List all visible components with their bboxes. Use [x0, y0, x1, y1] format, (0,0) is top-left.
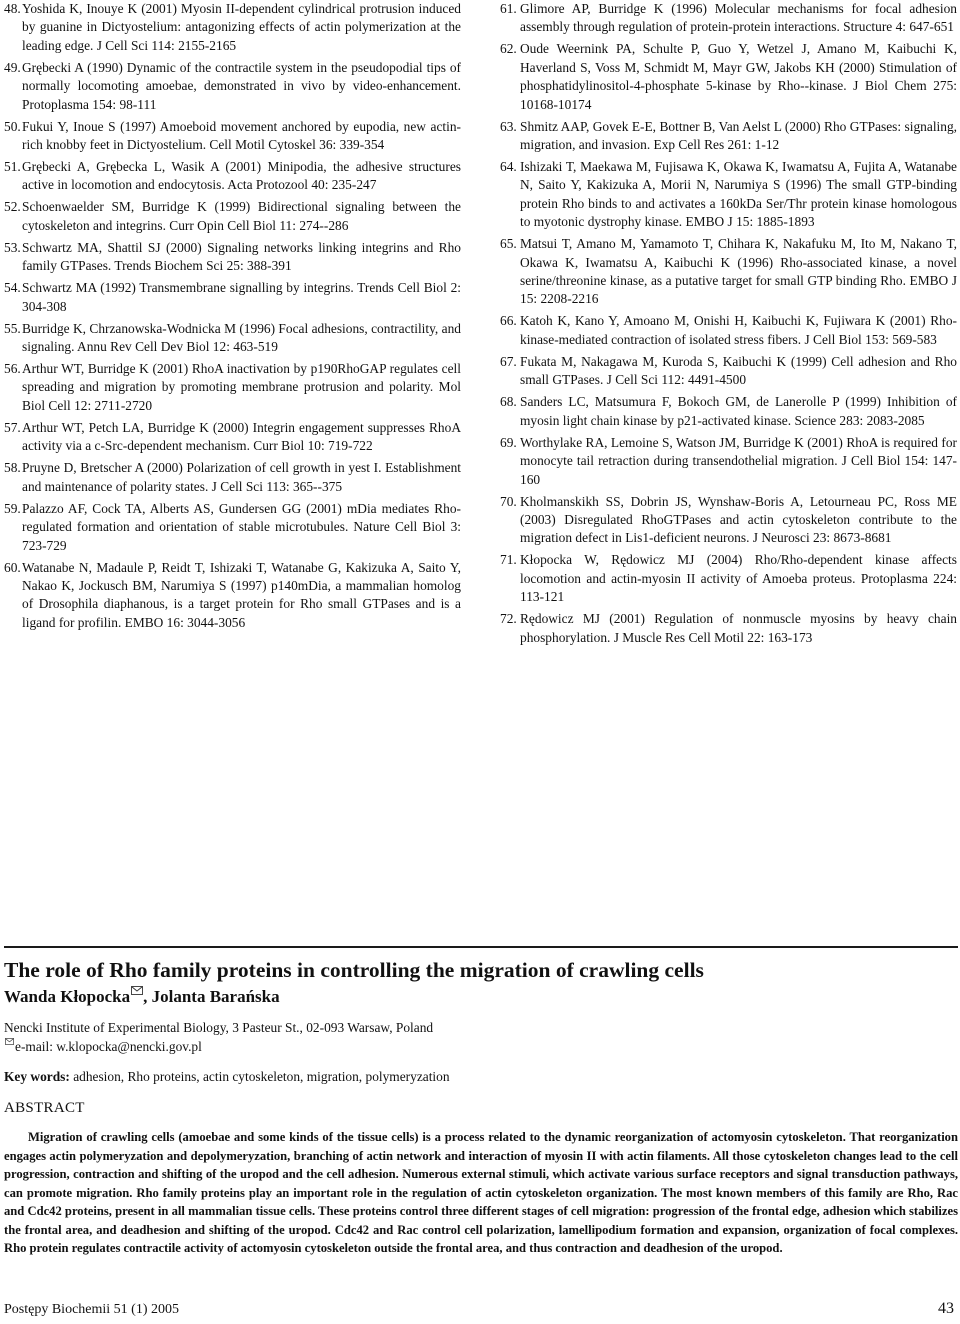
reference-number: 61.: [500, 1, 517, 16]
reference-text: Kłopocka W, Rędowicz MJ (2004) Rho/Rho-dependent kinase affects locomotion and actin-myosin II activity of Amoeba proteus. Protoplasma 224: 113-121: [520, 552, 957, 605]
reference-item: [500, 312, 957, 349]
reference-text: Fukui Y, Inoue S (1997) Amoeboid movement anchored by eupodia, new actin-rich knobby feet in Dictyostelium. Cell Motil Cytoskel 36: 339-354: [22, 118, 461, 153]
reference-number: 54.: [4, 280, 21, 296]
reference-text: Shmitz AAP, Govek E-E, Bottner B, Van Aelst L (2000) Rho GTPases: signaling, migration, and invasion. Exp Cell Res 261: 1-12: [520, 118, 957, 153]
envelope-icon: [131, 986, 143, 995]
reference-text: Grębecki A (1990) Dynamic of the contractile system in the pseudopodial tips of normally locomoting amoebae, demonstrated in vivo by video-enhancement. Protoplasma 154: 98-111: [22, 59, 461, 112]
page-number: 43: [938, 1300, 954, 1317]
references-left-column: [4, 0, 461, 636]
reference-text: Rędowicz MJ (2001) Regulation of nonmuscle myosins by heavy chain phosphorylation. J Muscle Res Cell Motil 22: 163-173: [520, 611, 957, 645]
reference-text: Matsui T, Amano M, Yamamoto T, Chihara K, Nakafuku M, Ito M, Nakano T, Okawa K, Iwamatsu A, Kaibuchi K (1996) Rho-associated kinase, a novel serine/threonine kinase, as a putative target for small GTP binding Rho. EMBO J 15: 2208-2216: [520, 236, 957, 307]
reference-number: 68.: [500, 394, 517, 410]
abstract-text: Migration of crawling cells (amoebae and some kinds of the tissue cells) is a process related to the dynamic reorganization of actomyosin cytoskeleton. That reorganization engages actin polymeryzation and depolymeryzation, branching of actin network and interaction of myosin II with actin filaments. All those cytoskeleton changes lead to the cell progression, contraction and shifting of the uropod and the cell adhesion. Numerous external stimuli, which activate various surface receptors and signal transduction pathways, can promote migration. Rho family proteins play an important role in the regulation of actin cytoskeleton organization. The most known members of this family are Rho, Rac and Cdc42 proteins, present in all mammalian tissue cells. These proteins control three different stages of cell migration: progression of the frontal edge, adhesion which stabilizes the frontal area, and deadhesion and shifting of the uropod. Cdc42 and Rac control cell polarization, lamellipodium formation and expansion, organization of focal complexes. Rho protein regulates contractile activity of actomyosin cytoskeleton outside the frontal area, and thus contraction and deadhesion of the uropod.: [4, 1130, 958, 1255]
reference-text: Burridge K, Chrzanowska-Wodnicka M (1996) Focal adhesions, contractility, and signaling. Annu Rev Cell Dev Biol 12: 463-519: [22, 320, 461, 355]
reference-number: 60.: [4, 559, 21, 575]
reference-number: 71.: [500, 552, 517, 568]
reference-text: Sanders LC, Matsumura F, Bokoch GM, de Lanerolle P (1999) Inhibition of myosin light chain kinase by p21-activated kinase. Science 283: 2083-2085: [520, 394, 957, 428]
reference-text: Grębecki A, Grębecka L, Wasik A (2001) Minipodia, the adhesive structures active in locomotion and endocytosis. Acta Protozool 40: 235-247: [22, 159, 461, 193]
reference-item: [4, 459, 461, 496]
reference-item: [4, 118, 461, 155]
reference-text: Palazzo AF, Cock TA, Alberts AS, Gundersen GG (2001) mDia mediates Rho-regulated formation and orientation of stable microtubules. Nature Cell Biol 3: 723-729: [22, 500, 461, 553]
keywords-label: Key words:: [4, 1069, 70, 1084]
reference-item: [500, 434, 957, 489]
affiliation: Nencki Institute of Experimental Biology, 3 Pasteur St., 02-093 Warsaw, Poland: [4, 1020, 434, 1035]
reference-text: Katoh K, Kano Y, Amoano M, Onishi H, Kaibuchi K, Fujiwara K (2001) Rho-kinase-mediated contraction of isolated stress fibers. J Cell Biol 153: 569-583: [520, 313, 957, 347]
keywords-list: adhesion, Rho proteins, actin cytoskeleton, migration, polymeryzation: [69, 1069, 450, 1084]
reference-item: [4, 419, 461, 456]
reference-text: Fukata M, Nakagawa M, Kuroda S, Kaibuchi K (1999) Cell adhesion and Rho small GTPases. J Cell Sci 112: 4491-4500: [520, 353, 957, 388]
reference-item: [4, 59, 461, 114]
reference-item: [500, 610, 957, 647]
reference-number: 50.: [4, 118, 21, 134]
reference-text: Kholmanskikh SS, Dobrin JS, Wynshaw-Boris A, Letourneau PC, Ross ME (2003) Disregulated RhoGTPases and actin cytoskeleton contribute to the migration defect in Lis1-deficient neurons. J Neurosci 23: 8673-8681: [520, 493, 957, 546]
author-name: Wanda Kłopocka: [4, 987, 131, 1006]
reference-text: Worthylake RA, Lemoine S, Watson JM, Burridge K (2001) RhoA is required for monocyte tail retraction during transendothelial migration. J Cell Biol 154: 147-160: [520, 434, 957, 487]
article-title: The role of Rho family proteins in controlling the migration of crawling cells: [4, 958, 704, 982]
reference-number: 70.: [500, 493, 517, 509]
reference-item: [4, 198, 461, 235]
reference-number: 52.: [4, 199, 21, 215]
reference-text: Arthur WT, Burridge K (2001) RhoA inactivation by p190RhoGAP regulates cell spreading and migration by promoting membrane protrusion and polarity. Mol Biol Cell 12: 2711-2720: [22, 361, 461, 413]
reference-item: [500, 158, 957, 232]
reference-item: [4, 0, 461, 55]
reference-number: 58.: [4, 460, 21, 476]
reference-item: [500, 235, 957, 309]
reference-text: Oude Weernink PA, Schulte P, Guo Y, Wetzel J, Amano M, Kaibuchi K, Haverland S, Voss M, Schmidt M, Mayr GW, Jakobs KH (2000) Stimulation of phosphatidylinositol-4-phosphate 5-kinase by Rho--kinase. J Biol Chem 275: 10168-10174: [520, 41, 957, 112]
reference-item: [4, 500, 461, 555]
reference-number: 67.: [500, 353, 517, 369]
authors: [4, 985, 280, 1009]
reference-item: [4, 559, 461, 633]
section-divider: [4, 946, 958, 948]
reference-item: [500, 40, 957, 114]
reference-text: Schwartz MA (1992) Transmembrane signalling by integrins. Trends Cell Biol 2: 304-308: [22, 280, 461, 314]
reference-item: [4, 320, 461, 357]
reference-text: Ishizaki T, Maekawa M, Fujisawa K, Okawa K, Iwamatsu A, Fujita A, Watanabe N, Saito Y, Kakizuka A, Morii N, Narumiya S (1996) The small GTP-binding protein Rho binds to and activates a 160kDa Ser/Thr protein kinase homologous to myotonic dystrophy kinase. EMBO J 15: 1885-1893: [520, 159, 957, 230]
reference-item: [500, 551, 957, 606]
reference-number: 48.: [4, 1, 21, 16]
reference-number: 53.: [4, 239, 21, 255]
reference-number: 63.: [500, 118, 517, 134]
reference-text: Pruyne D, Bretscher A (2000) Polarization of cell growth in yest I. Establishment and maintenance of polarity states. J Cell Sci 113: 365--375: [22, 460, 461, 494]
email-line: [4, 1038, 202, 1056]
reference-number: 66.: [500, 313, 517, 329]
reference-number: 62.: [500, 41, 517, 57]
reference-item: [4, 239, 461, 276]
author-name: Jolanta Barańska: [151, 987, 280, 1006]
reference-item: [500, 118, 957, 155]
envelope-icon: [5, 1038, 14, 1045]
email-address: e-mail: w.klopocka@nencki.gov.pl: [15, 1039, 202, 1054]
reference-number: 57.: [4, 419, 21, 435]
reference-number: 65.: [500, 236, 517, 252]
reference-item: [500, 0, 957, 37]
reference-number: 56.: [4, 361, 21, 377]
reference-text: Schoenwaelder SM, Burridge K (1999) Bidirectional signaling between the cytoskeleton and integrins. Curr Opin Cell Biol 11: 274--286: [22, 199, 461, 233]
reference-number: 49.: [4, 59, 21, 75]
reference-number: 72.: [500, 611, 517, 627]
reference-number: 55.: [4, 320, 21, 336]
keywords: [4, 1068, 450, 1086]
reference-item: [4, 158, 461, 195]
reference-number: 51.: [4, 159, 21, 175]
journal-citation: Postępy Biochemii 51 (1) 2005: [4, 1302, 179, 1317]
reference-item: [500, 393, 957, 430]
reference-item: [500, 493, 957, 548]
reference-item: [4, 279, 461, 316]
reference-number: 59.: [4, 500, 21, 516]
author-separator: ,: [143, 987, 152, 1006]
reference-number: 64.: [500, 159, 517, 175]
reference-text: Glimore AP, Burridge K (1996) Molecular mechanisms for focal adhesion assembly through regulation of protein-protein interactions. Structure 4: 647-651: [520, 1, 957, 35]
reference-text: Schwartz MA, Shattil SJ (2000) Signaling networks linking integrins and Rho family GTPases. Trends Biochem Sci 25: 388-391: [22, 239, 461, 274]
references-right-column: [500, 0, 957, 651]
reference-item: [500, 353, 957, 390]
reference-text: Watanabe N, Madaule P, Reidt T, Ishizaki T, Watanabe G, Kakizuka A, Saito Y, Nakao K, Jockusch BM, Narumiya S (1997) p140mDia, a mammalian homolog of Drosophila diaphanous, is a target protein for Rho small GTPases and is a ligand for profilin. EMBO 16: 3044-3056: [22, 559, 461, 630]
reference-item: [4, 360, 461, 415]
reference-number: 69.: [500, 434, 517, 450]
reference-text: Yoshida K, Inouye K (2001) Myosin II-dependent cylindrical protrusion induced by guanine in Dictyostelium: antagonizing effects of actin polymerization at the leading edge. J Cell Sci 114: 2155-2165: [22, 1, 461, 53]
reference-text: Arthur WT, Petch LA, Burridge K (2000) Integrin engagement suppresses RhoA activity via a c-Src-dependent mechanism. Curr Biol 10: 719-722: [22, 419, 461, 454]
abstract-heading: ABSTRACT: [4, 1100, 85, 1116]
